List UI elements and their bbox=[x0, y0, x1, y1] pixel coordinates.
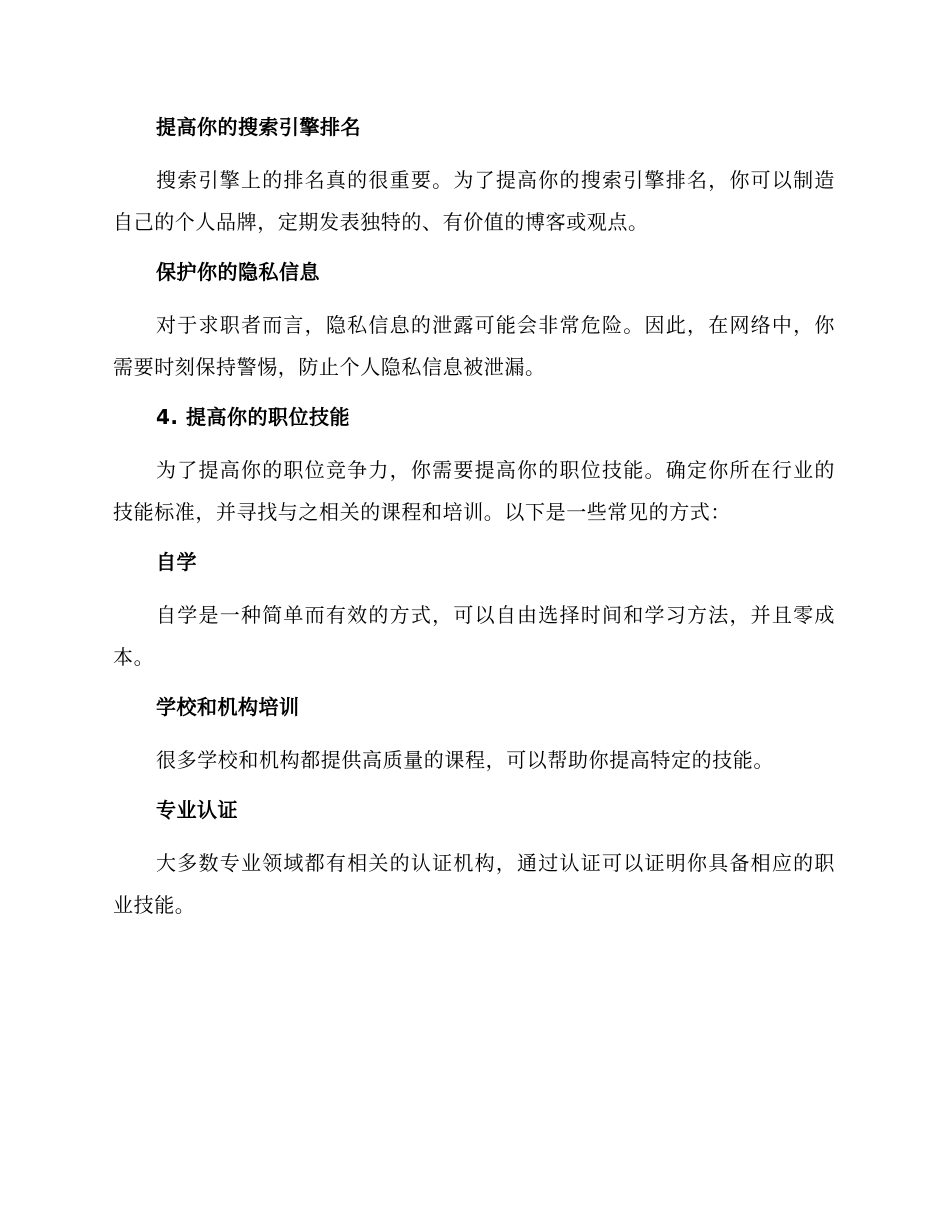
section-paragraph-certification: 大多数专业领域都有相关的认证机构，通过认证可以证明你具备相应的职业技能。 bbox=[113, 851, 835, 917]
section-heading-job-skills: 4. 提高你的职位技能 bbox=[156, 405, 350, 429]
section-heading-certification: 专业认证 bbox=[156, 798, 238, 822]
section-paragraph-job-skills: 为了提高你的职位竞争力，你需要提高你的职位技能。确定你所在行业的技能标准，并寻找与之相关的课程和培训。以下是一些常见的方式： bbox=[113, 458, 835, 524]
section-paragraph-school-training: 很多学校和机构都提供高质量的课程，可以帮助你提高特定的技能。 bbox=[156, 748, 774, 772]
section-heading-school-training: 学校和机构培训 bbox=[156, 695, 300, 719]
section-heading-search-ranking: 提高你的搜索引擎排名 bbox=[156, 115, 361, 139]
section-paragraph-search-ranking: 搜索引擎上的排名真的很重要。为了提高你的搜索引擎排名，你可以制造自己的个人品牌，定期发表独特的、有价值的博客或观点。 bbox=[113, 168, 835, 234]
section-paragraph-self-study: 自学是一种简单而有效的方式，可以自由选择时间和学习方法，并且零成本。 bbox=[113, 603, 835, 669]
document-body bbox=[113, 110, 835, 938]
section-paragraph-privacy: 对于求职者而言，隐私信息的泄露可能会非常危险。因此，在网络中，你需要时刻保持警惕，防止个人隐私信息被泄漏。 bbox=[113, 313, 835, 379]
section-heading-self-study: 自学 bbox=[156, 550, 197, 574]
section-heading-privacy: 保护你的隐私信息 bbox=[156, 260, 320, 284]
